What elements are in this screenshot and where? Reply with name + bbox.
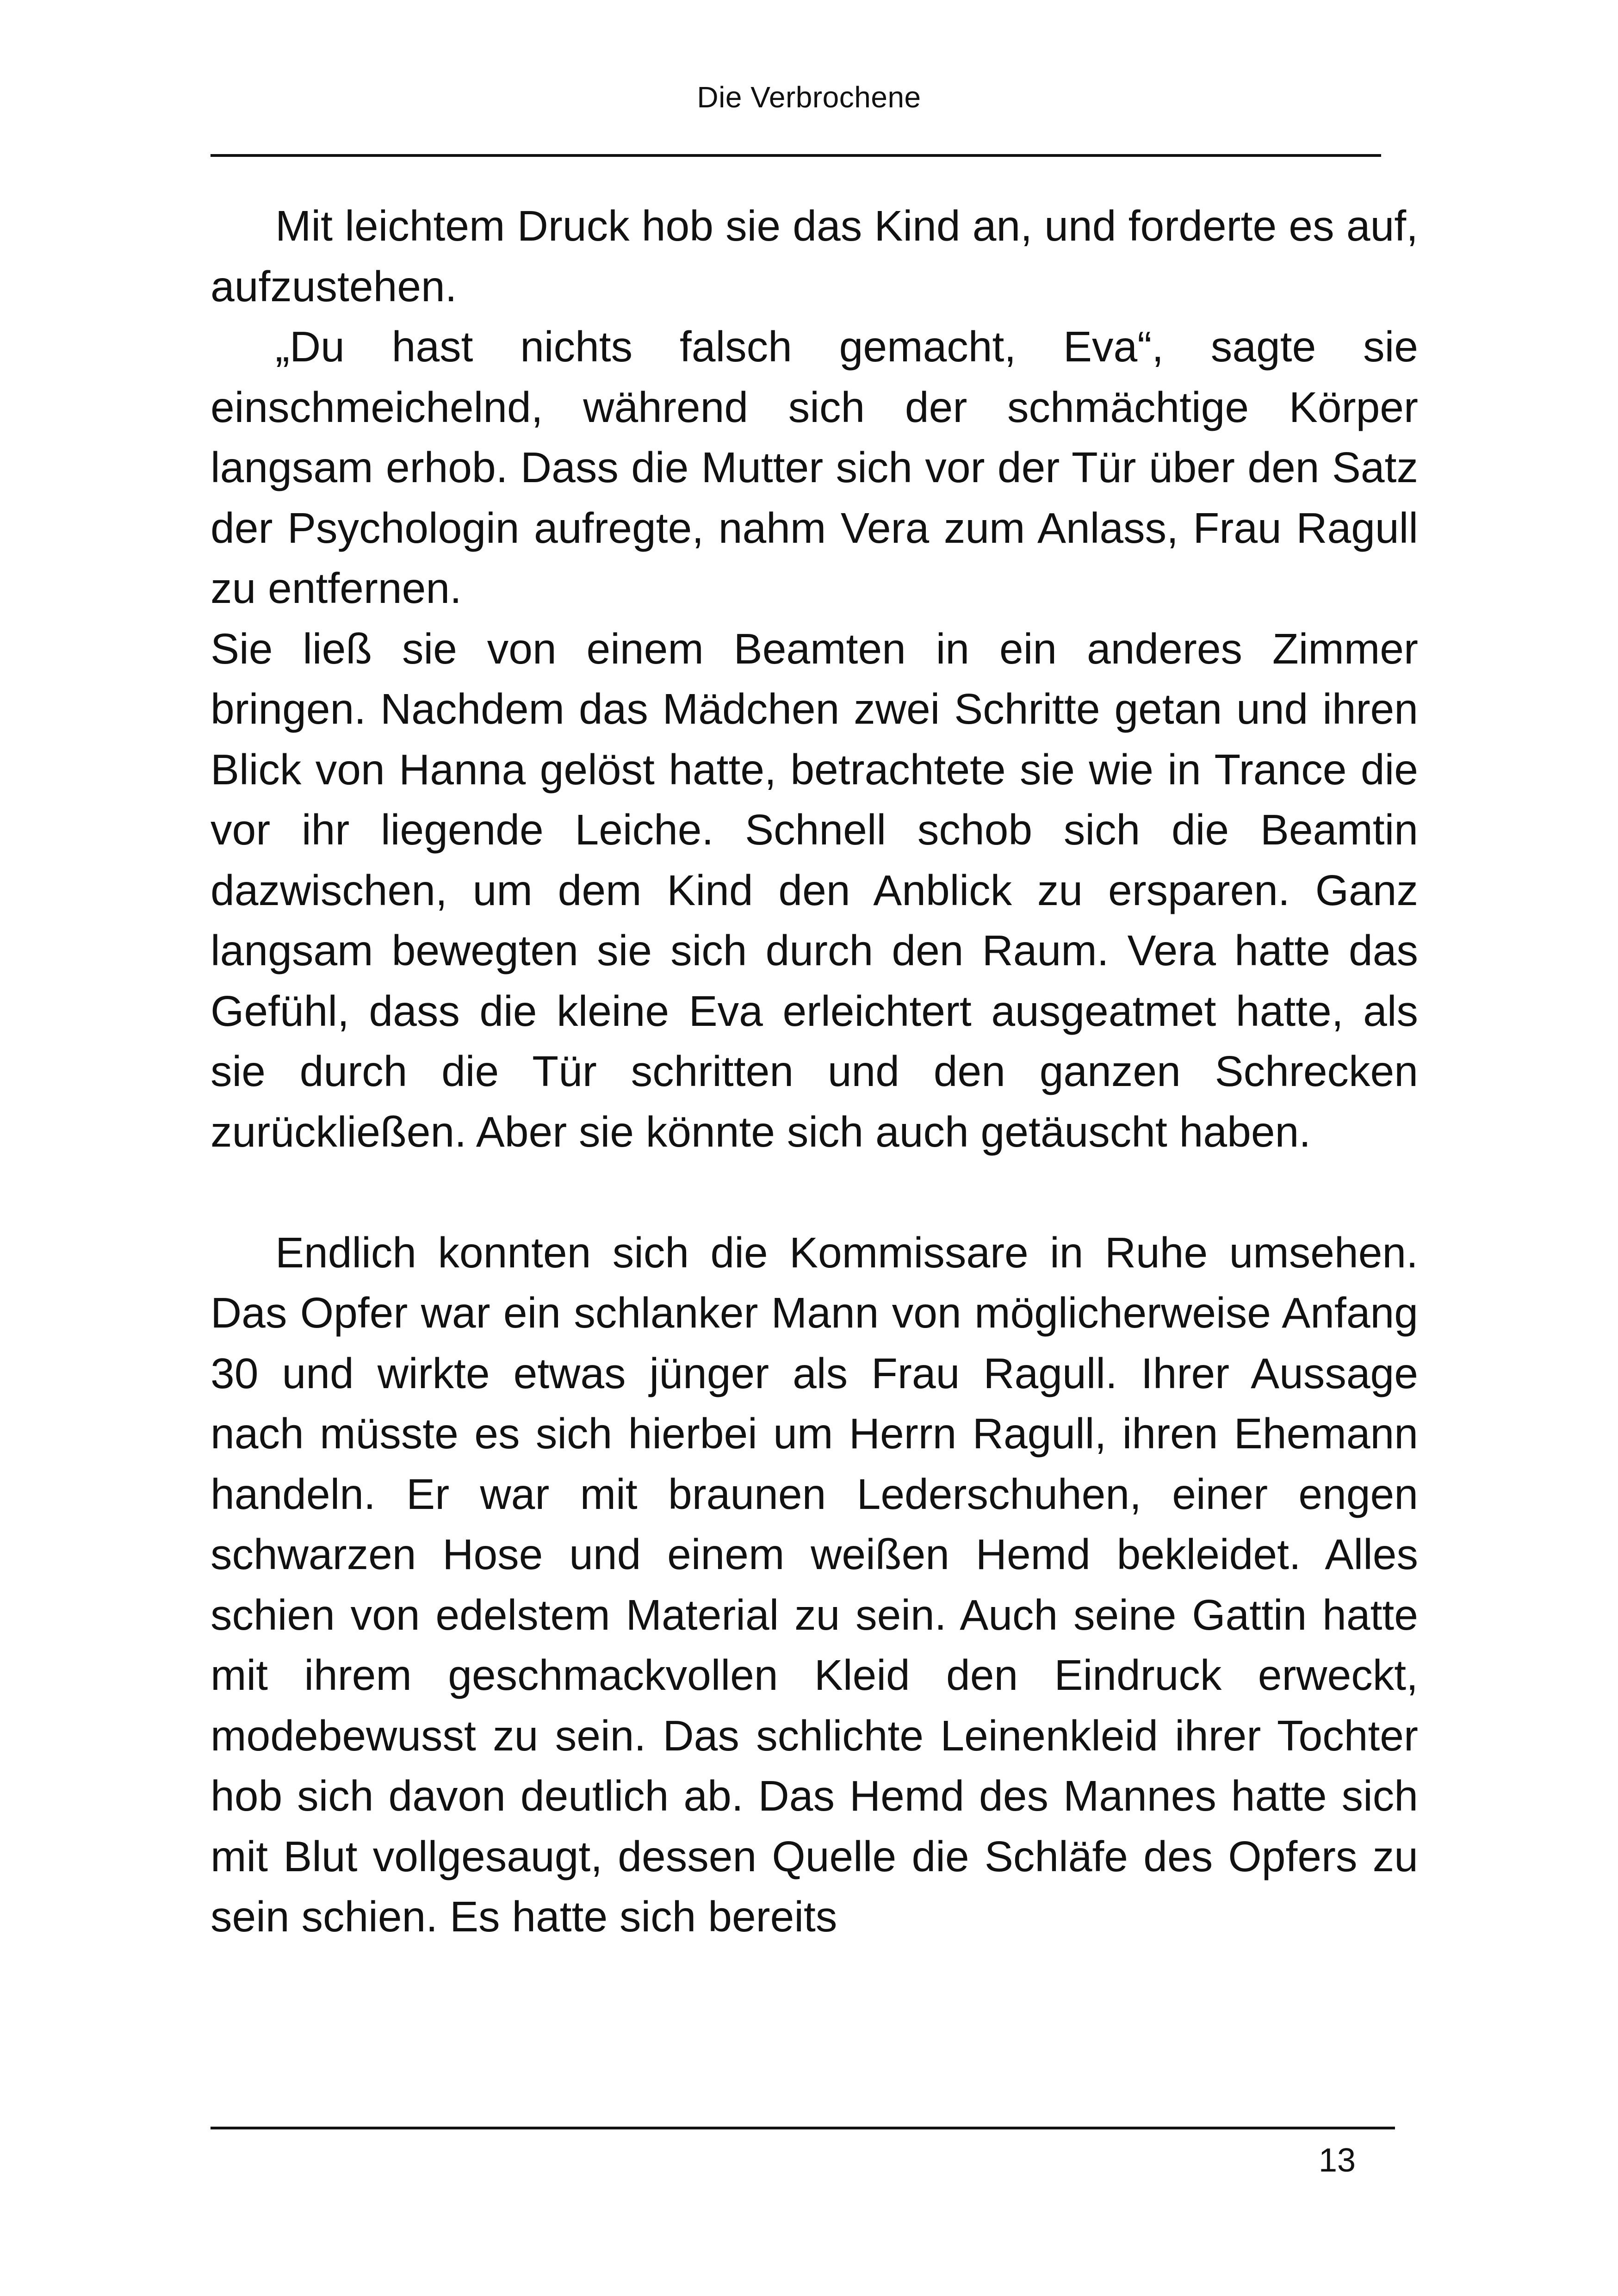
paragraph-4: Endlich konnten sich die Kommissare in Ruhe umsehen. Das Opfer war ein schlanker Mann von möglicherweise Anfang 30 und wirkte etwas jünger als Frau Ragull. Ihrer Aussage nach müsste es sich hierbei um Herrn Ragull, ihren Ehemann handeln. Er war mit braunen Lederschuhen, einer engen schwarzen Hose und einem weißen Hemd bekleidet. Alles schien von edelstem Material zu sein. Auch seine Gattin hatte mit ihrem geschmackvollen Kleid den Eindruck erweckt, modebewusst zu sein. Das schlichte Leinenkleid ihrer Tochter hob sich davon deutlich ab. Das Hemd des Mannes hatte sich mit Blut vollgesaugt, dessen Quelle die Schläfe des Opfers zu sein schien. Es hatte sich bereits <box>211 1228 1418 1941</box>
header-rule <box>211 154 1381 157</box>
page-number: 13 <box>1319 2142 1356 2179</box>
footer-rule <box>211 2127 1395 2129</box>
paragraph-3: Sie ließ sie von einem Beamten in ein anderes Zimmer bringen. Nachdem das Mädchen zwei Schritte getan und ihren Blick von Hanna gelöst hatte, betrachtete sie wie in Trance die vor ihr liegende Leiche. Schnell schob sich die Beamtin dazwischen, um dem Kind den Anblick zu ersparen. Ganz langsam bewegten sie sich durch den Raum. Vera hatte das Gefühl, dass die kleine Eva erleichtert ausgeatmet hatte, als sie durch die Tür schritten und den ganzen Schrecken zurückließen. Aber sie könnte sich auch getäuscht haben. <box>211 624 1418 1156</box>
main-text <box>211 196 1418 1947</box>
paragraph-2: „Du hast nichts falsch gemacht, Eva“, sagte sie einschmeichelnd, während sich der schmächtige Körper langsam erhob. Dass die Mutter sich vor der Tür über den Satz der Psychologin aufregte, nahm Vera zum Anlass, Frau Ragull zu entfernen. <box>211 323 1418 612</box>
paragraph-gap <box>211 1162 1418 1222</box>
running-header-title: Die Verbrochene <box>697 81 921 114</box>
paragraph-1: Mit leichtem Druck hob sie das Kind an, und forderte es auf, aufzustehen. <box>211 202 1418 310</box>
